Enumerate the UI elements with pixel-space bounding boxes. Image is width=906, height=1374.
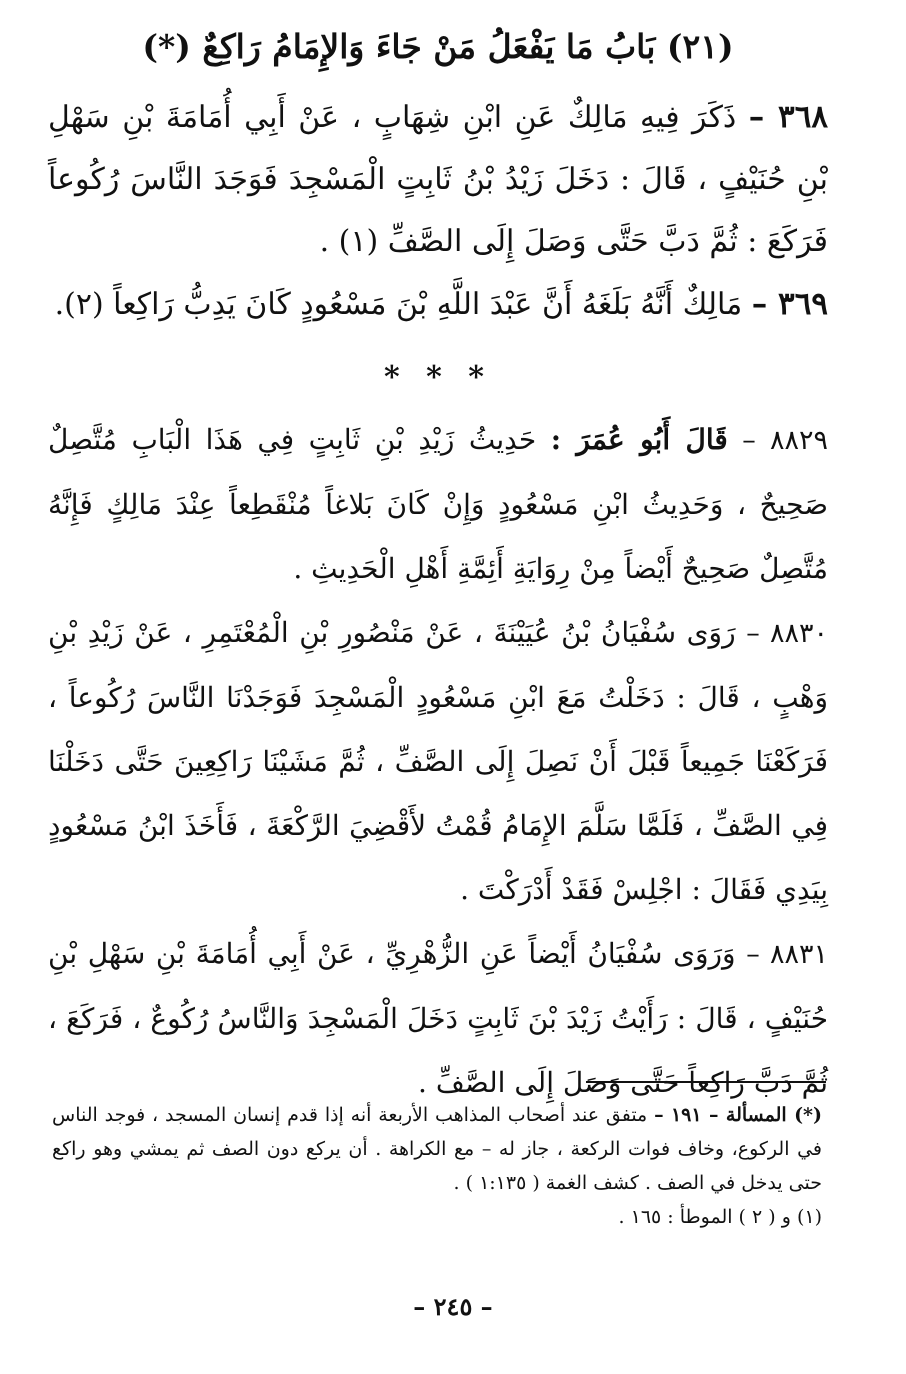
commentary-speaker: قَالَ أَبُو عُمَرَ : (550, 423, 728, 456)
hadith-text: ذَكَرَ فِيهِ مَالِكٌ عَنِ ابْنِ شِهَابٍ ، عَنْ أَبِي أُمَامَةَ بْنِ سَهْلِ بْنِ حُنَيْفٍ ، قَالَ : دَخَلَ زَيْدُ بْنُ ثَابِتٍ الْمَسْجِدَ فَوَجَدَ النَّاسَ رُكُوعاً فَرَكَعَ : ثُمَّ دَبَّ حَتَّى وَصَلَ إِلَى الصَّفِّ (١) . (48, 100, 828, 259)
footnote-label: (*) المسألة – ١٩١ – (654, 1104, 822, 1126)
main-text (48, 22, 828, 1115)
commentary-text: رَوَى سُفْيَانُ بْنُ عُيَيْنَةَ ، عَنْ مَنْصُورِ بْنِ الْمُعْتَمِرِ ، عَنْ زَيْدِ بْنِ وَهْبٍ ، قَالَ : دَخَلْتُ مَعَ ابْنِ مَسْعُودٍ الْمَسْجِدَ فَوَجَدْنَا النَّاسَ رُكُوعاً ، فَرَكَعْنَا جَمِيعاً قَبْلَ أَنْ نَصِلَ إِلَى الصَّفِّ ، ثُمَّ مَشَيْنَا رَاكِعِينَ حَتَّى دَخَلْنَا فِي الصَّفِّ ، فَلَمَّا سَلَّمَ الإِمَامُ قُمْتُ لأَقْضِيَ الرَّكْعَةَ ، فَأَخَذَ ابْنُ مَسْعُودٍ بِيَدِي فَقَالَ : اجْلِسْ فَقَدْ أَدْرَكْتَ . (48, 616, 828, 906)
commentary-8831 (48, 922, 828, 1115)
hadith-368 (48, 86, 828, 273)
commentary-text: حَدِيثُ زَيْدِ بْنِ ثَابِتٍ فِي هَذَا الْبَابِ مُتَّصِلٌ صَحِيحٌ ، وَحَدِيثُ ابْنِ مَسْعُودٍ وَإِنْ كَانَ بَلاغاً مُنْقَطِعاً عِنْدَ مَالِكٍ فَإِنَّهُ مُتَّصِلٌ صَحِيحٌ أَيْضاً مِنْ رِوَايَةِ أَئِمَّةِ أَهْلِ الْحَدِيثِ . (48, 423, 828, 585)
commentary-8829 (48, 408, 828, 601)
page-number: – ٢٤٥ – (413, 1292, 493, 1321)
chapter-title: (٢١) بَابُ مَا يَفْعَلُ مَنْ جَاءَ وَالإِمَامُ رَاكِعٌ (*) (142, 27, 734, 66)
hadith-number: ٣٦٩ – (751, 286, 828, 322)
hadith-text: مَالِكٌ أَنَّهُ بَلَغَهُ أَنَّ عَبْدَ اللَّهِ بْنَ مَسْعُودٍ كَانَ يَدِبُّ رَاكِعاً (٢). (54, 287, 743, 322)
footnote-text: (١) و ( ٢ ) الموطأ : ١٦٥ . (618, 1206, 822, 1228)
commentary-number: ٨٨٢٩ – (742, 425, 828, 456)
commentary-number: ٨٨٣١ – (746, 939, 828, 970)
footnote-separator-line (586, 1081, 826, 1083)
footnote-text: متفق عند أصحاب المذاهب الأربعة أنه إذا قدم إنسان المسجد ، فوجد الناس في الركوع، وخاف فوات الركعة ، جاز له – مع الكراهة . أن يركع دون الصف ثم يمشي وهو راكع حتى يدخل في الصف . كشف الغمة ( ١:١٣٥ ) . (52, 1104, 822, 1194)
section-separator-stars: * * * (384, 360, 492, 395)
footnote-references (52, 1200, 822, 1234)
footnotes (52, 1098, 822, 1234)
hadith-369 (48, 273, 828, 336)
commentary-8830 (48, 601, 828, 922)
commentary-text: وَرَوَى سُفْيَانُ أَيْضاً عَنِ الزُّهْرِيِّ ، عَنْ أَبِي أُمَامَةَ بْنِ سَهْلِ بْنِ حُنَيْفٍ ، قَالَ : رَأَيْتُ زَيْدَ بْنَ ثَابِتٍ دَخَلَ الْمَسْجِدَ وَالنَّاسُ رُكُوعٌ ، فَرَكَعَ ، ثُمَّ دَبَّ رَاكِعاً حَتَّى وَصَلَ إِلَى الصَّفِّ . (48, 937, 828, 1099)
hadith-number: ٣٦٨ – (748, 99, 828, 135)
commentary-number: ٨٨٣٠ – (746, 618, 828, 649)
footnote-masala (52, 1098, 822, 1200)
